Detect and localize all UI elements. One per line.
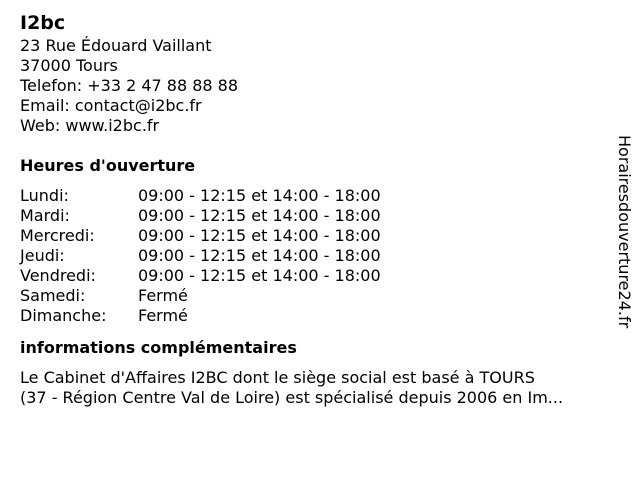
hours-day-label: Samedi:: [20, 286, 86, 305]
phone-number[interactable]: Telefon: +33 2 47 88 88 88: [20, 76, 239, 95]
hours-day-label: Mercredi:: [20, 226, 95, 245]
hours-row-tuesday: [20, 206, 610, 226]
business-card: [20, 10, 610, 408]
hours-day-label: Jeudi:: [20, 246, 65, 265]
address-street: 23 Rue Édouard Vaillant: [20, 36, 212, 55]
hours-value: 09:00 - 12:15 et 14:00 - 18:00: [138, 246, 381, 265]
hours-day-label: Lundi:: [20, 186, 69, 205]
hours-row-wednesday: [20, 226, 610, 246]
hours-row-monday: [20, 186, 610, 206]
website[interactable]: Web: www.i2bc.fr: [20, 116, 160, 135]
hours-row-thursday: [20, 246, 610, 266]
hours-value: Fermé: [138, 286, 188, 305]
hours-value: 09:00 - 12:15 et 14:00 - 18:00: [138, 206, 381, 225]
description-line-2: (37 - Région Centre Val de Loire) est spécialisé depuis 2006 en Im...: [20, 388, 564, 407]
hours-value: 09:00 - 12:15 et 14:00 - 18:00: [138, 226, 381, 245]
hours-value: Fermé: [138, 306, 188, 325]
additional-info-title: informations complémentaires: [20, 338, 297, 357]
address-city: 37000 Tours: [20, 56, 118, 75]
business-name: I2bc: [20, 12, 66, 34]
opening-hours-title: Heures d'ouverture: [20, 156, 196, 175]
hours-day-label: Dimanche:: [20, 306, 107, 325]
hours-row-sunday: [20, 306, 610, 326]
hours-day-label: Vendredi:: [20, 266, 96, 285]
hours-day-label: Mardi:: [20, 206, 70, 225]
hours-value: 09:00 - 12:15 et 14:00 - 18:00: [138, 186, 381, 205]
description-line-1: Le Cabinet d'Affaires I2BC dont le siège social est basé à TOURS: [20, 368, 535, 387]
hours-row-friday: [20, 266, 610, 286]
email-address[interactable]: Email: contact@i2bc.fr: [20, 96, 202, 115]
hours-row-saturday: [20, 286, 610, 306]
hours-value: 09:00 - 12:15 et 14:00 - 18:00: [138, 266, 381, 285]
site-brand-vertical[interactable]: Horairesdouverture24.fr: [615, 135, 634, 329]
opening-hours-list: [20, 186, 610, 326]
